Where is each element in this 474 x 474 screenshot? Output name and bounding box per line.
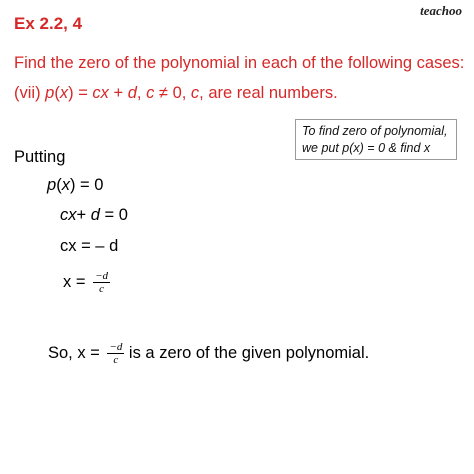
- step-1-p: p: [47, 176, 57, 194]
- question-ne-zero: ≠ 0,: [154, 84, 191, 102]
- question-line-1: Find the zero of the polynomial in each of the following cases:: [14, 54, 465, 72]
- fraction-denominator: c: [99, 283, 104, 295]
- conclusion: [48, 341, 369, 366]
- question-x: x: [59, 84, 69, 102]
- hint-note: To find zero of polynomial, we put p(x) = 0 & find x: [295, 119, 457, 160]
- step-4-lhs: x =: [63, 272, 91, 291]
- question-eq-mid: ) =: [68, 84, 93, 102]
- question-c: c: [146, 84, 155, 102]
- step-3: cx = – d: [60, 237, 119, 255]
- step-2-d: d: [90, 206, 100, 224]
- conclusion-pre: So, x =: [48, 343, 105, 362]
- step-1-x: x: [61, 176, 70, 194]
- question-part: (vii): [14, 84, 41, 102]
- exercise-heading: Ex 2.2, 4: [14, 14, 83, 33]
- conclusion-fraction: [107, 341, 124, 366]
- conclusion-numerator: −d: [109, 341, 123, 353]
- fraction-numerator: −d: [95, 270, 108, 282]
- step-1: p(x) = 0: [47, 176, 104, 194]
- step-4-fraction: [93, 270, 110, 295]
- question-plus: +: [108, 84, 128, 102]
- step-2-cx: cx: [60, 206, 77, 224]
- question-line-2: [14, 84, 338, 103]
- conclusion-post: is a zero of the given polynomial.: [124, 343, 370, 362]
- brand-logo: teachoo: [420, 3, 462, 18]
- step-4: [63, 270, 110, 295]
- conclusion-denominator: c: [113, 354, 119, 366]
- step-1-rest: = 0: [75, 176, 104, 194]
- question-p: p: [45, 84, 55, 102]
- step-2-rest: = 0: [99, 206, 128, 224]
- step-2: [60, 206, 128, 225]
- question-cx: cx: [92, 84, 109, 102]
- step-2-plus: +: [76, 206, 91, 224]
- question-d: d: [127, 84, 137, 102]
- putting-label: Putting: [14, 148, 66, 166]
- question-comma: ,: [136, 84, 147, 102]
- question-eq-open: (: [54, 84, 60, 102]
- question-c2: c: [190, 84, 200, 102]
- question-tail: , are real numbers.: [199, 84, 338, 102]
